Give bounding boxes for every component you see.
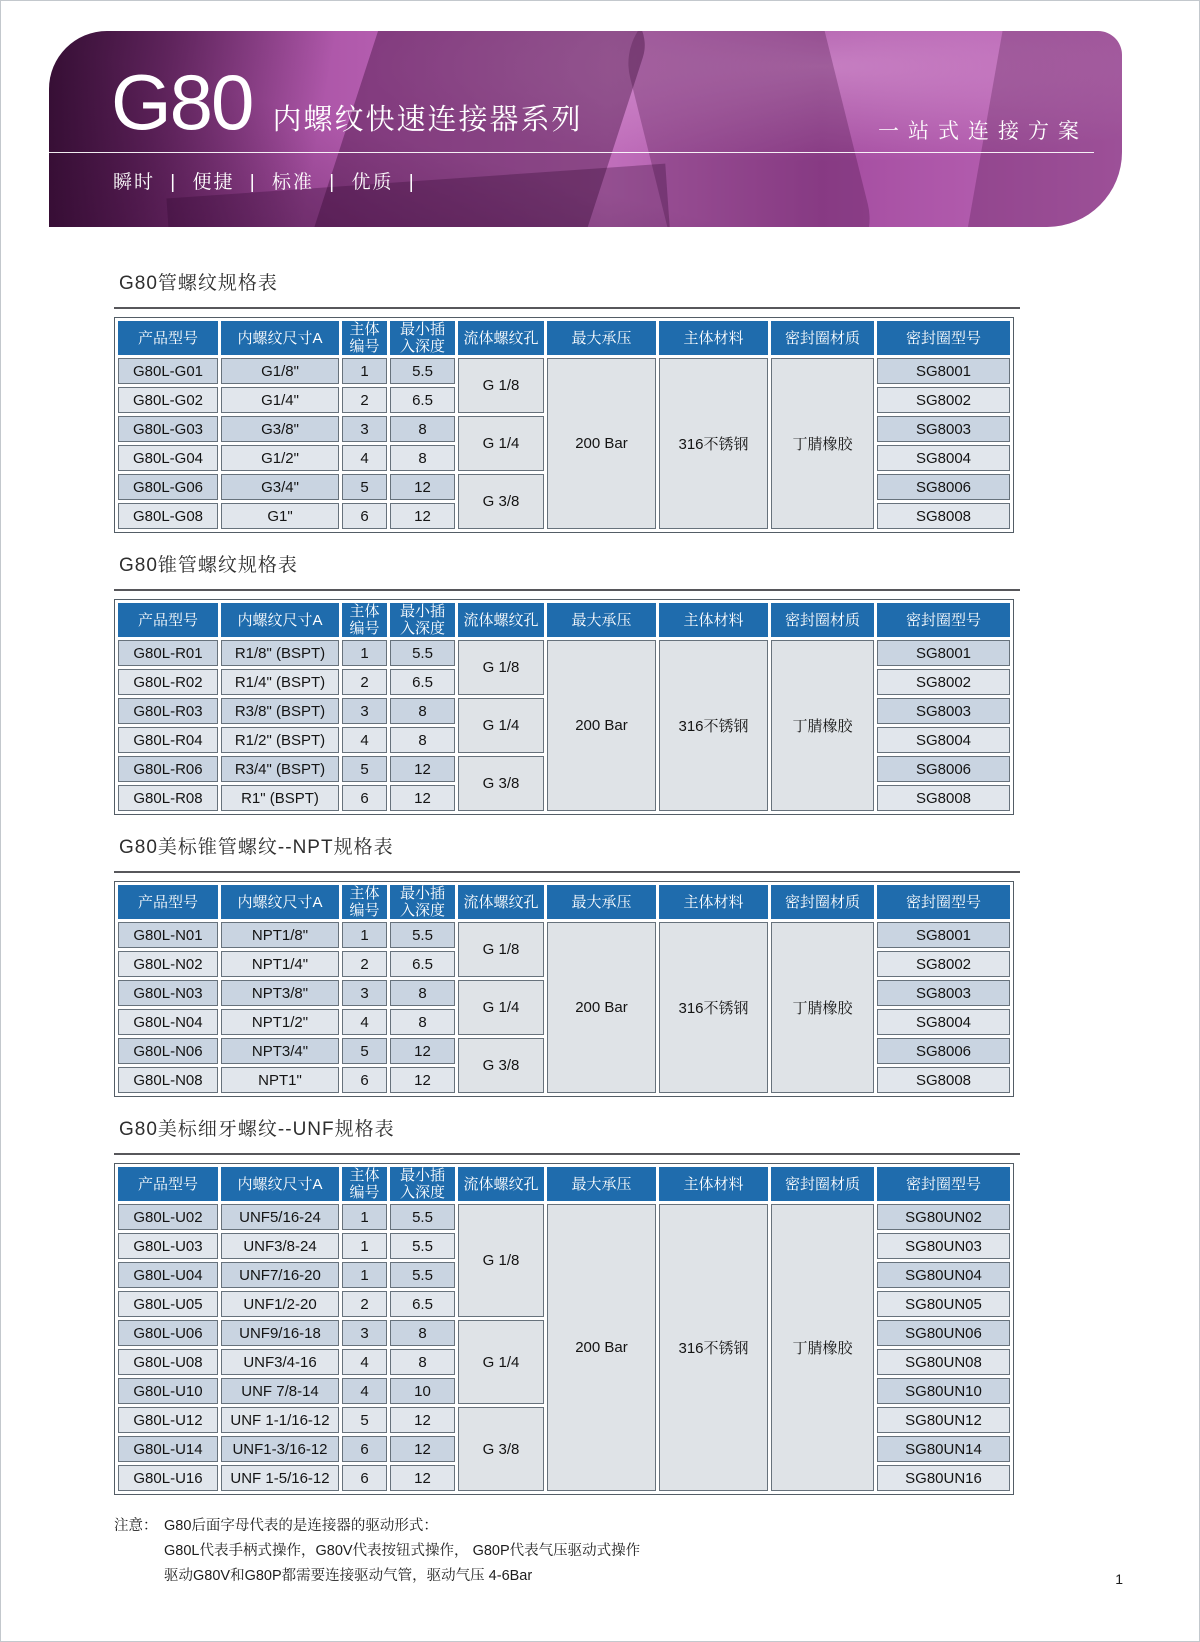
cell-body-no: 4 [342,1009,387,1035]
cell-min-depth: 8 [390,698,455,724]
cell-min-depth: 12 [390,1465,455,1491]
cell-min-depth: 12 [390,474,455,500]
cell-seal-model: SG8003 [877,980,1010,1006]
cell-seal-model: SG8001 [877,922,1010,948]
column-header: 最小插 入深度 [390,321,455,355]
cell-thread-size: UNF9/16-18 [221,1320,339,1346]
cell-thread-size: G1/2" [221,445,339,471]
cell-thread-size: R3/8" (BSPT) [221,698,339,724]
cell-seal-model: SG8004 [877,727,1010,753]
cell-body-no: 6 [342,1436,387,1462]
column-header: 主体材料 [659,603,768,637]
column-header: 密封圈型号 [877,885,1010,919]
cell-body-no: 4 [342,445,387,471]
tagline-text: 瞬时 | 便捷 | 标准 | 优质 | [113,172,416,193]
spec-table [114,881,1014,1097]
column-header: 主体 编号 [342,885,387,919]
cell-thread-size: NPT3/8" [221,980,339,1006]
cell-min-depth: 5.5 [390,1204,455,1230]
cell-min-depth: 6.5 [390,1291,455,1317]
cell-model: G80L-U05 [118,1291,218,1317]
cell-min-depth: 12 [390,503,455,529]
cell-seal-model: SG8008 [877,1067,1010,1093]
cell-thread-size: G3/8" [221,416,339,442]
cell-max-pressure: 200 Bar [547,358,656,529]
column-header: 密封圈型号 [877,603,1010,637]
cell-thread-size: R1" (BSPT) [221,785,339,811]
cell-model: G80L-G01 [118,358,218,384]
cell-fluid-thread: G 1/8 [458,1204,544,1317]
spec-section [114,832,1020,1097]
cell-min-depth: 8 [390,416,455,442]
cell-model: G80L-G03 [118,416,218,442]
cell-model: G80L-R06 [118,756,218,782]
cell-thread-size: G1/8" [221,358,339,384]
cell-body-no: 5 [342,474,387,500]
cell-model: G80L-U12 [118,1407,218,1433]
cell-seal-model: SG8006 [877,474,1010,500]
cell-min-depth: 6.5 [390,669,455,695]
cell-seal-model: SG8008 [877,503,1010,529]
cell-thread-size: UNF 1-5/16-12 [221,1465,339,1491]
spec-section [114,550,1020,815]
slogan-text: 一站式连接方案 [878,120,1088,143]
cell-model: G80L-U16 [118,1465,218,1491]
cell-fluid-thread: G 3/8 [458,756,544,811]
cell-model: G80L-G08 [118,503,218,529]
cell-seal-model: SG80UN14 [877,1436,1010,1462]
cell-thread-size: UNF5/16-24 [221,1204,339,1230]
cell-seal-model: SG80UN16 [877,1465,1010,1491]
banner-divider-line [49,152,1094,153]
cell-seal-model: SG80UN02 [877,1204,1010,1230]
cell-seal-model: SG8003 [877,416,1010,442]
cell-body-material: 316不锈钢 [659,1204,768,1491]
cell-thread-size: UNF3/8-24 [221,1233,339,1259]
cell-max-pressure: 200 Bar [547,1204,656,1491]
cell-body-no: 6 [342,503,387,529]
cell-body-no: 2 [342,387,387,413]
column-header: 密封圈材质 [771,321,874,355]
cell-thread-size: R1/2" (BSPT) [221,727,339,753]
cell-seal-model: SG80UN08 [877,1349,1010,1375]
cell-body-no: 2 [342,951,387,977]
cell-model: G80L-R03 [118,698,218,724]
column-header: 流体螺纹孔 [458,1167,544,1201]
cell-thread-size: NPT1/4" [221,951,339,977]
cell-thread-size: G1/4" [221,387,339,413]
column-header: 产品型号 [118,321,218,355]
cell-max-pressure: 200 Bar [547,640,656,811]
cell-body-no: 4 [342,727,387,753]
cell-body-no: 1 [342,1204,387,1230]
spec-table [114,1163,1014,1495]
cell-seal-model: SG80UN06 [877,1320,1010,1346]
column-header: 主体 编号 [342,603,387,637]
column-header: 最小插 入深度 [390,1167,455,1201]
cell-min-depth: 12 [390,1436,455,1462]
cell-fluid-thread: G 3/8 [458,1407,544,1491]
cell-max-pressure: 200 Bar [547,922,656,1093]
cell-fluid-thread: G 3/8 [458,474,544,529]
cell-model: G80L-U03 [118,1233,218,1259]
column-header: 主体材料 [659,1167,768,1201]
title-rule [114,1153,1020,1155]
cell-body-no: 1 [342,358,387,384]
cell-body-no: 5 [342,756,387,782]
banner-photo-decor [616,31,883,227]
column-header: 流体螺纹孔 [458,603,544,637]
cell-thread-size: NPT1/8" [221,922,339,948]
cell-fluid-thread: G 1/4 [458,698,544,753]
cell-fluid-thread: G 3/8 [458,1038,544,1093]
cell-body-no: 5 [342,1407,387,1433]
table-title: G80锥管螺纹规格表 [119,555,298,576]
cell-body-material: 316不锈钢 [659,640,768,811]
cell-model: G80L-U08 [118,1349,218,1375]
cell-min-depth: 5.5 [390,1262,455,1288]
table-row [118,922,1010,948]
title-rule [114,589,1020,591]
footnote-line: G80L代表手柄式操作，G80V代表按钮式操作， G80P代表气压驱动式操作 [164,1543,641,1559]
cell-min-depth: 5.5 [390,358,455,384]
table-title: G80美标细牙螺纹--UNF规格表 [119,1119,395,1140]
cell-model: G80L-U02 [118,1204,218,1230]
cell-body-no: 1 [342,1233,387,1259]
cell-seal-model: SG8001 [877,640,1010,666]
column-header: 流体螺纹孔 [458,321,544,355]
table-row [118,640,1010,666]
cell-seal-model: SG80UN04 [877,1262,1010,1288]
cell-body-material: 316不锈钢 [659,922,768,1093]
cell-fluid-thread: G 1/4 [458,1320,544,1404]
cell-min-depth: 8 [390,980,455,1006]
cell-model: G80L-N02 [118,951,218,977]
cell-min-depth: 5.5 [390,640,455,666]
cell-body-no: 6 [342,785,387,811]
column-header: 最大承压 [547,1167,656,1201]
brand-logo-text: G80 [111,58,253,146]
cell-body-no: 4 [342,1349,387,1375]
column-header: 内螺纹尺寸A [221,1167,339,1201]
column-header: 内螺纹尺寸A [221,603,339,637]
cell-min-depth: 5.5 [390,922,455,948]
cell-min-depth: 8 [390,1320,455,1346]
column-header: 主体 编号 [342,1167,387,1201]
cell-body-no: 2 [342,1291,387,1317]
cell-model: G80L-G06 [118,474,218,500]
cell-seal-model: SG80UN10 [877,1378,1010,1404]
cell-body-no: 3 [342,1320,387,1346]
page-number: 1 [1115,1571,1123,1587]
cell-thread-size: NPT1" [221,1067,339,1093]
cell-min-depth: 6.5 [390,387,455,413]
column-header: 内螺纹尺寸A [221,321,339,355]
cell-seal-model: SG80UN03 [877,1233,1010,1259]
cell-model: G80L-G02 [118,387,218,413]
cell-body-no: 5 [342,1038,387,1064]
cell-thread-size: NPT1/2" [221,1009,339,1035]
table-title: G80管螺纹规格表 [119,273,278,294]
cell-model: G80L-U10 [118,1378,218,1404]
column-header: 最小插 入深度 [390,603,455,637]
cell-model: G80L-G04 [118,445,218,471]
cell-min-depth: 8 [390,1349,455,1375]
cell-seal-material: 丁腈橡胶 [771,1204,874,1491]
cell-body-no: 3 [342,416,387,442]
series-subtitle: 内螺纹快速连接器系列 [272,104,583,136]
cell-thread-size: UNF 7/8-14 [221,1378,339,1404]
title-rule [114,871,1020,873]
cell-thread-size: NPT3/4" [221,1038,339,1064]
footnote-line: 驱动G80V和G80P都需要连接驱动气管，驱动气压 4-6Bar [164,1568,533,1584]
cell-body-no: 1 [342,640,387,666]
cell-seal-model: SG8002 [877,951,1010,977]
cell-model: G80L-R01 [118,640,218,666]
footnote-lines [164,1514,640,1589]
spec-section [114,1114,1020,1495]
cell-model: G80L-N08 [118,1067,218,1093]
column-header: 最小插 入深度 [390,885,455,919]
cell-seal-model: SG80UN05 [877,1291,1010,1317]
cell-body-no: 6 [342,1465,387,1491]
column-header: 产品型号 [118,885,218,919]
cell-body-no: 1 [342,922,387,948]
cell-body-no: 1 [342,1262,387,1288]
cell-model: G80L-N06 [118,1038,218,1064]
cell-seal-model: SG8004 [877,445,1010,471]
cell-thread-size: UNF1/2-20 [221,1291,339,1317]
cell-thread-size: R3/4" (BSPT) [221,756,339,782]
cell-fluid-thread: G 1/8 [458,922,544,977]
cell-fluid-thread: G 1/4 [458,416,544,471]
table-row [118,1204,1010,1230]
column-header: 主体 编号 [342,321,387,355]
column-header: 产品型号 [118,1167,218,1201]
cell-body-no: 6 [342,1067,387,1093]
cell-body-material: 316不锈钢 [659,358,768,529]
table-row [118,358,1010,384]
cell-min-depth: 12 [390,1067,455,1093]
spec-table [114,599,1014,815]
column-header: 最大承压 [547,321,656,355]
title-rule [114,307,1020,309]
cell-min-depth: 12 [390,1407,455,1433]
cell-min-depth: 12 [390,756,455,782]
cell-seal-model: SG8004 [877,1009,1010,1035]
cell-min-depth: 12 [390,785,455,811]
cell-seal-model: SG8001 [877,358,1010,384]
column-header: 密封圈材质 [771,603,874,637]
cell-min-depth: 12 [390,1038,455,1064]
header-banner [49,31,1122,227]
cell-seal-model: SG8003 [877,698,1010,724]
column-header: 产品型号 [118,603,218,637]
column-header: 主体材料 [659,885,768,919]
cell-model: G80L-N01 [118,922,218,948]
spec-table [114,317,1014,533]
cell-model: G80L-U04 [118,1262,218,1288]
column-header: 流体螺纹孔 [458,885,544,919]
cell-thread-size: G1" [221,503,339,529]
cell-body-no: 3 [342,980,387,1006]
footnote [114,1514,1020,1589]
cell-body-no: 2 [342,669,387,695]
cell-model: G80L-R02 [118,669,218,695]
cell-min-depth: 5.5 [390,1233,455,1259]
cell-thread-size: G3/4" [221,474,339,500]
column-header: 最大承压 [547,885,656,919]
cell-thread-size: UNF 1-1/16-12 [221,1407,339,1433]
cell-fluid-thread: G 1/4 [458,980,544,1035]
cell-min-depth: 6.5 [390,951,455,977]
cell-model: G80L-U06 [118,1320,218,1346]
spec-section [114,268,1020,533]
column-header: 密封圈型号 [877,1167,1010,1201]
footnote-label: 注意： [114,1518,158,1534]
cell-thread-size: UNF3/4-16 [221,1349,339,1375]
column-header: 密封圈材质 [771,885,874,919]
cell-seal-material: 丁腈橡胶 [771,358,874,529]
cell-body-no: 4 [342,1378,387,1404]
cell-model: G80L-N04 [118,1009,218,1035]
table-title: G80美标锥管螺纹--NPT规格表 [119,837,394,858]
content-area [114,268,1020,1589]
cell-min-depth: 8 [390,445,455,471]
column-header: 密封圈型号 [877,321,1010,355]
cell-fluid-thread: G 1/8 [458,358,544,413]
cell-model: G80L-N03 [118,980,218,1006]
cell-thread-size: UNF1-3/16-12 [221,1436,339,1462]
cell-min-depth: 8 [390,1009,455,1035]
cell-seal-model: SG8002 [877,387,1010,413]
cell-model: G80L-U14 [118,1436,218,1462]
column-header: 最大承压 [547,603,656,637]
cell-model: G80L-R08 [118,785,218,811]
cell-model: G80L-R04 [118,727,218,753]
cell-min-depth: 10 [390,1378,455,1404]
footnote-line: G80后面字母代表的是连接器的驱动形式： [164,1518,438,1534]
column-header: 主体材料 [659,321,768,355]
cell-body-no: 3 [342,698,387,724]
cell-thread-size: R1/8" (BSPT) [221,640,339,666]
cell-seal-model: SG80UN12 [877,1407,1010,1433]
cell-seal-material: 丁腈橡胶 [771,922,874,1093]
cell-seal-material: 丁腈橡胶 [771,640,874,811]
cell-min-depth: 8 [390,727,455,753]
brand-row [111,58,583,146]
cell-seal-model: SG8002 [877,669,1010,695]
spec-tables-container [114,268,1020,1495]
column-header: 内螺纹尺寸A [221,885,339,919]
cell-seal-model: SG8006 [877,1038,1010,1064]
cell-thread-size: UNF7/16-20 [221,1262,339,1288]
cell-seal-model: SG8006 [877,756,1010,782]
cell-thread-size: R1/4" (BSPT) [221,669,339,695]
cell-fluid-thread: G 1/8 [458,640,544,695]
column-header: 密封圈材质 [771,1167,874,1201]
cell-seal-model: SG8008 [877,785,1010,811]
